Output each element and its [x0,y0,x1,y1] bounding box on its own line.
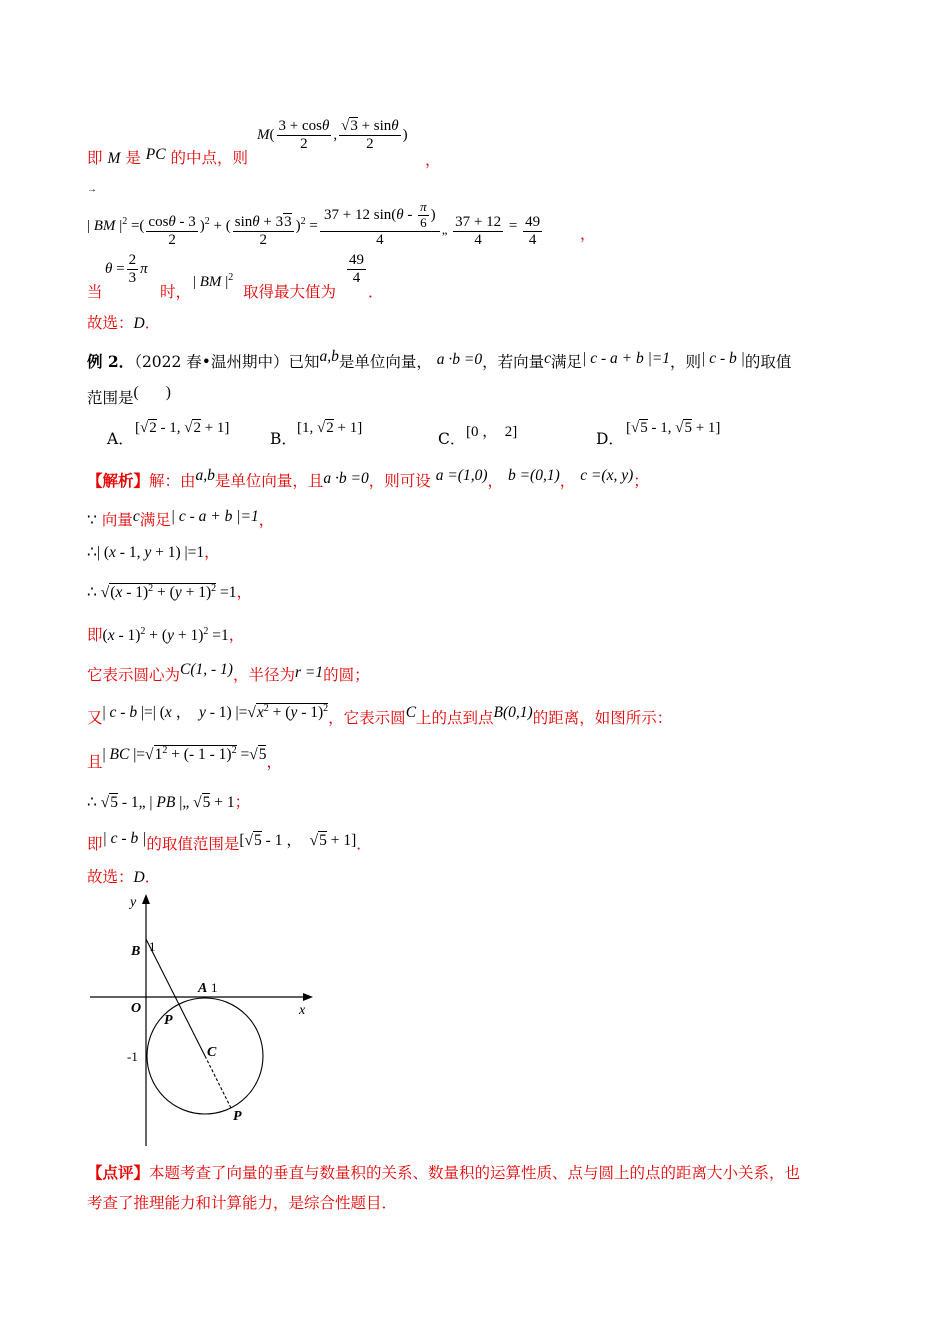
solution-line-4: ∴ $√(x - 1)^2 + (y + 1)^2 =1$， [87,582,252,601]
review-line-1: 【点评】本题考查了向量的垂直与数量积的关系、数量积的运算性质、点与圆上的点的距离大小关系，也 [87,1163,801,1182]
example-2: 例 2．（2022 春•温州期中）已知a,b是单位向量， a ·b =0，若向量c满足| c - a + b |=1，则| c - b |的取值 [87,348,792,371]
option-a-value: [√2 - 1, √2 + 1] [135,420,230,436]
segment-CP-dashed [205,1056,231,1108]
y-axis-arrow [142,894,150,904]
x-axis-arrow [303,993,313,1001]
text: 取得最大值为 [243,283,337,301]
label-1-top: 1 [149,939,156,954]
option-c[interactable]: C． [438,430,466,448]
line-max: 当 [87,283,103,301]
label-P-upper: P [164,1013,173,1028]
label-minus-1: -1 [127,1049,138,1064]
solution-line-8: 且| BC $|=√1^2$ + (- 1 - 1)$^2$ =√5， [87,744,282,771]
solution-line-3: ∴| (x - 1, y + 1) |=1， [87,543,220,561]
text: 时， [160,283,192,301]
punct: ． [368,283,384,301]
formula-M-coords: M( $\frac{3 + \cos\theta}{2}$ , $\frac{√3 + \sin\theta}{2}$ ) [257,118,408,153]
example-2-line2: 范围是( ) [87,384,171,407]
punct: ， [580,225,596,243]
label-O: O [131,1001,142,1016]
option-d-value: [√5 - 1, √5 + 1] [626,420,721,436]
solution-line-1: 【解析】解：由a,b是单位向量，且a ·b =0，则可设 a =(1,0)， b =(0,1)， c =(x, y)； [87,467,649,490]
solution-line-7: 又| c - b |=| (x ， y - 1) $|=√x^2 + (y - 1)^2$，它表示圆C上的点到点B(0,1)的距离，如图所示： [87,702,673,727]
label-x: x [299,1003,306,1018]
label-y: y [130,895,137,910]
option-c-value: [0 ， 2] [466,424,518,440]
punct: ， [425,151,441,169]
solution-line-6: 它表示圆心为C(1, - 1)，半径为r =1的圆； [87,661,370,684]
label-P-lower: P [233,1109,242,1124]
option-d[interactable]: D． [596,430,624,448]
label-1-A: 1 [211,980,218,995]
option-b-value: [1, √2 + 1] [297,420,363,436]
answer-line-2: 故选：D． [87,868,161,886]
coordinate-figure [85,888,325,1150]
solution-line-10: 即| c - b |的取值范围是[√5 - 1 ， √5 + 1]． [87,830,372,853]
label-C: C [207,1045,217,1060]
formula-49-4: $\frac{49}{4}$ [349,252,364,287]
formula-theta: θ = $\frac{2}{3}$ π [105,252,148,287]
solution-line-9: ∴ √5 - 1„ | PB |„ √5 + 1； [87,793,251,811]
review-line-2: 考查了推理能力和计算能力，是综合性题目． [87,1194,398,1212]
option-a[interactable]: A． [107,430,134,448]
answer-line-1: 故选：D． [87,314,161,332]
label-A: A [198,981,208,996]
formula-BM-squared: → | BM $|^2$ =( $\frac{\cos\theta - 3}{2}$ )$^2$ + ( $\frac{\sin\theta + 33}{2}$ )$^2$ = 37 + 12 sin(θ - $\frac{\pi}{6}$ ) 4 $_„$ $\frac{37 + 12}{4}$ = $\frac{49}{4}$ [87,184,541,248]
option-b[interactable]: B． [270,430,297,448]
line-midpoint: 即 M 是 PC 的中点，则 [87,146,249,167]
label-B: B [131,944,141,959]
solution-line-2: ∵ 向量c满足| c - a + b |=1， [87,508,275,529]
formula-BM-abs: | BM $|^2$ [193,272,234,290]
solution-line-5: 即$(x - 1)^2 + (y + 1)^2 =1$， [87,625,245,644]
